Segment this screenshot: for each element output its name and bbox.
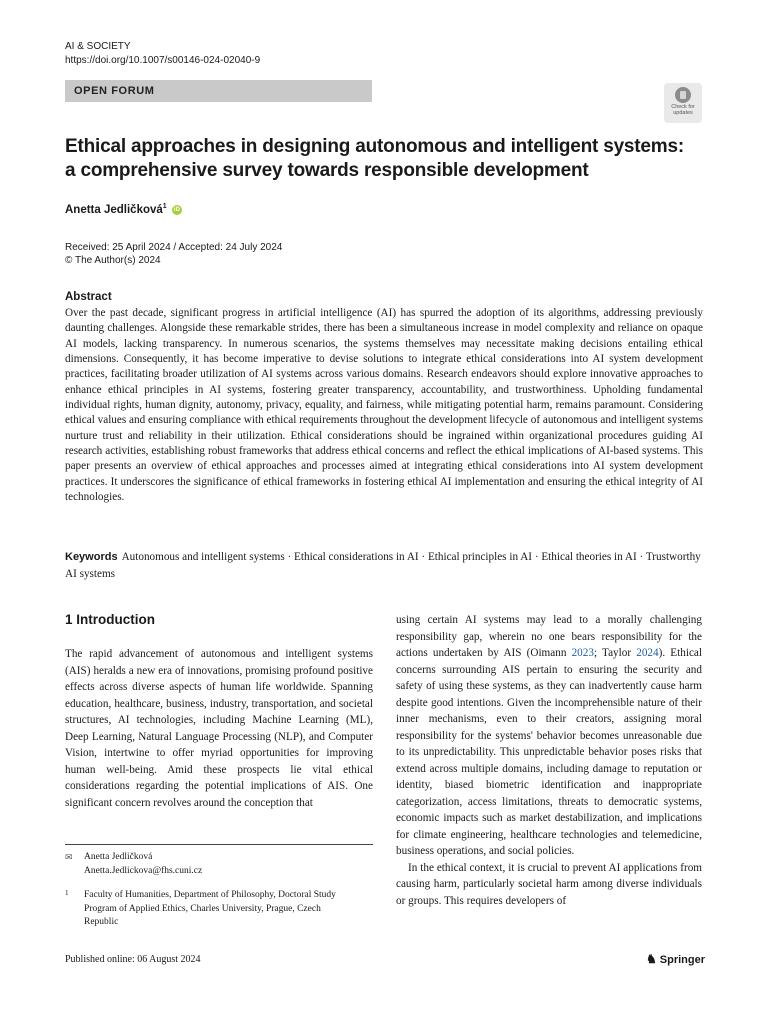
- abstract-heading: Abstract: [65, 291, 112, 303]
- check-updates-icon: [675, 87, 691, 103]
- publisher-logo: [646, 952, 705, 966]
- affiliation-number: 1: [65, 889, 69, 897]
- contact-name: Anetta Jedličková: [84, 852, 153, 862]
- introduction-column-right: [396, 612, 702, 909]
- check-updates-line2: updates: [673, 110, 693, 116]
- section-label-bar: OPEN FORUM: [65, 80, 372, 102]
- footnote-contact: [65, 851, 202, 878]
- paper-title-line2: a comprehensive survey towards responsible development: [65, 160, 589, 181]
- author-line: [65, 203, 182, 216]
- intro-right-paragraph-2: In the ethical context, it is crucial to prevent AI applications from causing harm, particularly societal harm among diverse individuals or groups. This requires developers of: [396, 861, 702, 907]
- journal-name: AI & SOCIETY: [65, 41, 131, 52]
- article-dates: [65, 241, 282, 267]
- published-online-date: Published online: 06 August 2024: [65, 954, 201, 965]
- doi-link[interactable]: https://doi.org/10.1007/s00146-024-02040-9: [65, 55, 261, 66]
- keywords-list: Autonomous and intelligent systems · Ethical considerations in AI · Ethical principles in AI · Ethical theories in AI · Trustworthy AI systems: [65, 551, 701, 580]
- paper-title-line1: Ethical approaches in designing autonomous and intelligent systems:: [65, 136, 684, 157]
- introduction-paragraph-left: The rapid advancement of autonomous and intelligent systems (AIS) heralds a new era of innovations, promising profound positive effects across diverse aspects of human life worldwide. Spanning education, healthcare, business, industry, transportation, and societal structures, AI technologies, including Machine Learning (ML), Deep Learning, Natural Language Processing (NLP), and Computer Vision, intertwine to offer myriad opportunities for improving human well-being. Amid these prospects lie vital ethical considerations regarding the potential implications of AIS. One significant concern revolves around the conception that: [65, 648, 373, 809]
- footnote-affiliation: [65, 889, 373, 930]
- intro-right-text-b: ; Taylor: [593, 647, 637, 659]
- springer-horse-icon: ♞: [646, 952, 657, 966]
- check-for-updates-badge[interactable]: [664, 83, 702, 123]
- orcid-icon[interactable]: iD: [173, 206, 180, 213]
- publisher-name: Springer: [659, 954, 705, 966]
- keywords-label: Keywords: [65, 551, 118, 563]
- paper-title: [65, 135, 705, 183]
- citation-link[interactable]: 2023: [571, 647, 594, 659]
- intro-right-text-a: using certain AI systems may lead to a morally challenging responsibility gap, wherein no one bears responsibility for the actions undertaken by AIS (Oimann: [396, 614, 702, 659]
- envelope-icon: ✉: [65, 852, 73, 862]
- keywords: [65, 549, 703, 582]
- affiliation-text: Faculty of Humanities, Department of Philosophy, Doctoral Study Program of Applied Ethics, Charles University, Prague, Czech Republic: [84, 890, 336, 927]
- affiliation-mark: 1: [162, 203, 167, 210]
- copyright-notice: © The Author(s) 2024: [65, 255, 161, 266]
- contact-email[interactable]: Anetta.Jedlickova@fhs.cuni.cz: [84, 865, 203, 876]
- check-updates-line1: Check for: [671, 104, 695, 110]
- journal-header: [65, 40, 260, 68]
- intro-right-text-c: ). Ethical concerns surrounding AIS pertain to ensuring the security and safety of using these systems, as they can inadvertently cause harm despite good intentions. Given the incomprehensible nature of their inner mechanisms, even to their creators, assigning moral responsibility for the systems' behavior becomes unreasonable due to its unpredictability. This unpredictable behavior poses risks that extend across multiple domains, including damage to reputation or identity, biased biometric identification and inappropriate categorization, access limitations, threats to democratic systems, economic impacts such as market destabilization, and implications for climate engineering, healthcare technologies and telemedicine, business operations, and social policies.: [396, 647, 702, 857]
- citation-link[interactable]: 2024: [636, 647, 659, 659]
- footnote-divider: [65, 844, 373, 845]
- received-accepted-dates: Received: 25 April 2024 / Accepted: 24 July 2024: [65, 242, 283, 253]
- author-name[interactable]: Anetta Jedličková: [65, 203, 163, 216]
- section-heading-introduction: 1 Introduction: [65, 612, 155, 627]
- abstract-text: Over the past decade, significant progress in artificial intelligence (AI) has spurred the adoption of its algorithms, addressing previously daunting challenges. Alongside these remarkable strides, there has been a simultaneous increase in model complexity and reliance on opaque AI models, lacking transparency. In numerous scenarios, the systems themselves may necessitate making decisions entailing ethical dimensions. Consequently, it has become imperative to devise solutions to integrate ethical considerations into AI system development practices, facilitating broader utilization of AI systems across various domains. Research endeavors should explore innovative approaches to enhance ethical principles in AI systems, fostering greater transparency, accountability, and trustworthiness. Upholding fundamental individual rights, human dignity, autonomy, privacy, equality, and fairness, while mitigating potential harm, remains paramount. Considering ethical values and ensuring compliance with ethical requirements throughout the development lifecycle of autonomous and intelligent systems nurture trust and reliability in their utilization. Ethical considerations should be ingrained within organizational procedures guiding AI research activities, establishing robust frameworks that address ethical concerns and reflect the ethical implications of AI-based systems. This paper presents an overview of ethical approaches and processes aimed at integrating ethical considerations into AI system development practices. It underscores the significance of ethical frameworks in fostering ethical AI implementation and ensuring the ethical integrity of AI technologies.: [65, 307, 703, 504]
